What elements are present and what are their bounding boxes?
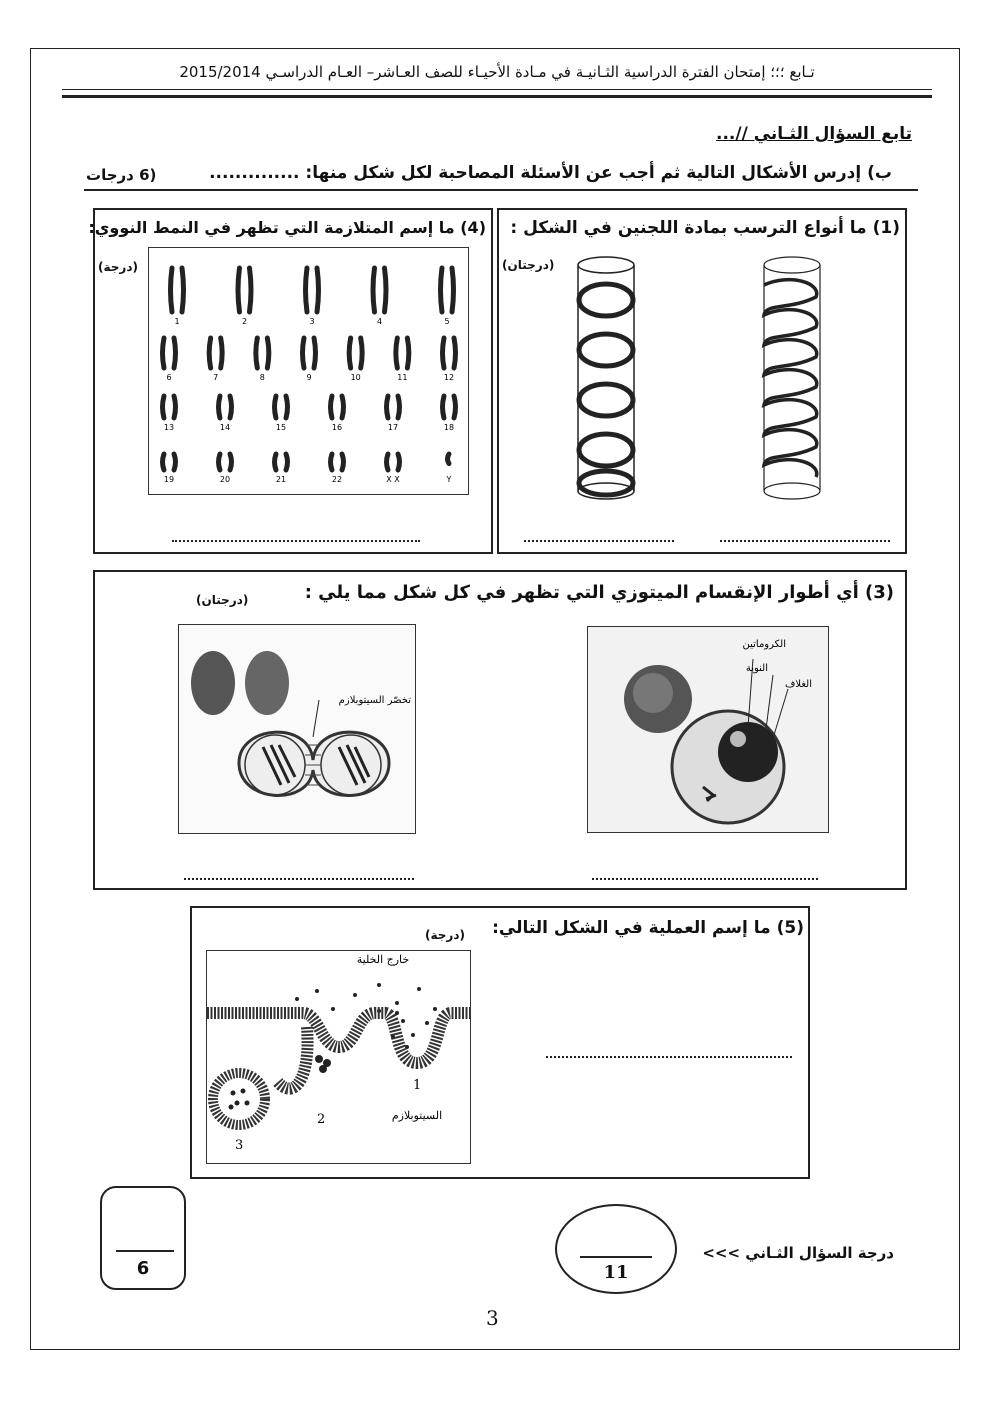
chromosome-14 bbox=[230, 396, 232, 418]
chromosome-9 bbox=[314, 338, 316, 368]
chromosome-7 bbox=[209, 338, 211, 368]
chromosome-label: 22 bbox=[331, 475, 343, 484]
chromosome-22 bbox=[342, 454, 344, 470]
q3-answer-line-left bbox=[184, 878, 414, 880]
vessel-ring bbox=[578, 257, 634, 499]
chromosome-19 bbox=[163, 454, 165, 470]
chromosome-21 bbox=[275, 454, 277, 470]
score-circle-rule bbox=[580, 1256, 652, 1258]
chromosome-label: Y bbox=[446, 475, 452, 484]
prophase-cell-drawing bbox=[588, 627, 828, 832]
chromosome-11 bbox=[396, 338, 398, 368]
chromosome-7 bbox=[221, 338, 223, 368]
q1-text: (1) ما أنواع الترسب بمادة اللجنين في الشكل : bbox=[510, 218, 900, 238]
header-rule-thin bbox=[62, 89, 932, 90]
exam-header: تـابع ؛؛؛ إمتحان الفترة الدراسية الثـانيـة في مـادة الأحيـاء للصف العـاشر– العـام الدراسـي 2015/2014 bbox=[179, 63, 815, 81]
lignin-vessels-figure bbox=[560, 255, 850, 503]
chromosome-label: 2 bbox=[241, 317, 248, 326]
endocytosis-drawing bbox=[207, 951, 470, 1163]
chromosome-label: 18 bbox=[443, 423, 455, 432]
label-num-1: 1 bbox=[413, 1078, 422, 1093]
chromosome-19 bbox=[174, 454, 176, 470]
chromosome-label: 14 bbox=[219, 423, 231, 432]
score-box-left-rule bbox=[116, 1250, 174, 1252]
chromosome-17 bbox=[387, 396, 389, 418]
chromosome-label: 12 bbox=[443, 373, 455, 382]
chromosome-5 bbox=[441, 268, 443, 312]
chromosome-label: 16 bbox=[331, 423, 343, 432]
chromosome-label: 15 bbox=[275, 423, 287, 432]
chromosome-15 bbox=[286, 396, 288, 418]
q5-answer-line bbox=[546, 1056, 792, 1058]
question-score-label: درجة السؤال الثـاني >>> bbox=[702, 1244, 894, 1262]
chromosome-10 bbox=[349, 338, 351, 368]
vessel-spiral bbox=[764, 257, 820, 499]
label-num-3: 3 bbox=[235, 1138, 244, 1153]
label-outside-cell: خارج الخلية bbox=[356, 953, 410, 966]
chromosome-label: 4 bbox=[376, 317, 383, 326]
karyotype-chromosomes bbox=[149, 248, 468, 494]
endocytosis-figure bbox=[206, 950, 471, 1164]
chromosome-8 bbox=[267, 338, 269, 368]
header-rule-thick bbox=[62, 95, 932, 98]
chromosome-6 bbox=[174, 338, 176, 368]
karyotype-figure bbox=[148, 247, 469, 495]
chromosome-label: 5 bbox=[444, 317, 450, 326]
chromosome-6 bbox=[163, 338, 165, 368]
q4-text: (4) ما إسم المتلازمة التي تظهر في النمط النووي: bbox=[88, 218, 486, 237]
chromosome-XX bbox=[387, 454, 389, 470]
chromosome-14 bbox=[219, 396, 221, 418]
label-num-2: 2 bbox=[317, 1112, 326, 1127]
score-left-value: 6 bbox=[136, 1258, 150, 1279]
chromosome-11 bbox=[407, 338, 409, 368]
chromosome-17 bbox=[398, 396, 400, 418]
chromosome-label: 1 bbox=[174, 317, 180, 326]
chromosome-16 bbox=[342, 396, 344, 418]
chromosome-22 bbox=[331, 454, 333, 470]
label-chromatin: الكروماتين bbox=[742, 639, 786, 650]
chromosome-label: 9 bbox=[306, 373, 312, 382]
telophase-figure bbox=[178, 624, 416, 834]
chromosome-13 bbox=[174, 396, 176, 418]
chromosome-1 bbox=[182, 268, 184, 312]
chromosome-13 bbox=[163, 396, 165, 418]
chromosome-3 bbox=[317, 268, 319, 312]
chromosome-5 bbox=[452, 268, 454, 312]
chromosome-16 bbox=[331, 396, 333, 418]
chromosome-2 bbox=[250, 268, 252, 312]
chromosome-10 bbox=[361, 338, 363, 368]
chromosome-8 bbox=[256, 338, 258, 368]
chromosome-label: 3 bbox=[309, 317, 315, 326]
q1-answer-line-left bbox=[524, 540, 674, 542]
label-cytoplasm-constriction: تخصّر السيتوبلازم bbox=[338, 695, 411, 706]
chromosome-label: 21 bbox=[275, 475, 287, 484]
label-cytoplasm: السيتوبلازم bbox=[391, 1109, 443, 1122]
q5-text: (5) ما إسم العملية في الشكل التالي: bbox=[492, 918, 804, 938]
chromosome-20 bbox=[230, 454, 232, 470]
chromosome-label: 6 bbox=[166, 373, 172, 382]
page-number: 3 bbox=[486, 1306, 499, 1330]
q3-text: (3) أي أطوار الإنقسام الميتوزي التي تظهر في كل شكل مما يلي : bbox=[304, 582, 894, 603]
section-total-marks: (6 درجات bbox=[86, 166, 157, 184]
chromosome-label: 11 bbox=[397, 373, 408, 382]
chromosome-label: 10 bbox=[350, 373, 361, 382]
section-instruction: ب) إدرس الأشكال التالية ثم أجب عن الأسئلة المصاحبة لكل شكل منها: .............. bbox=[209, 163, 892, 183]
label-envelope: الغلاف bbox=[785, 679, 812, 690]
chromosome-label: 20 bbox=[219, 475, 231, 484]
chromosome-3 bbox=[306, 268, 308, 312]
chromosome-18 bbox=[443, 396, 445, 418]
chromosome-9 bbox=[303, 338, 305, 368]
prophase-figure bbox=[587, 626, 829, 833]
instruction-underline bbox=[84, 189, 918, 191]
chromosome-label: 19 bbox=[163, 475, 175, 484]
score-circle-value: 11 bbox=[603, 1262, 629, 1283]
chromosome-label: 13 bbox=[163, 423, 175, 432]
chromosome-4 bbox=[385, 268, 387, 312]
chromosome-21 bbox=[286, 454, 288, 470]
chromosome-label: X X bbox=[386, 475, 400, 484]
chromosome-label: 7 bbox=[213, 373, 219, 382]
q5-marks: (درجة) bbox=[425, 928, 465, 942]
q4-answer-line bbox=[172, 540, 420, 542]
q3-answer-line-right bbox=[592, 878, 818, 880]
chromosome-label: 8 bbox=[259, 373, 265, 382]
q1-marks: (درجتان) bbox=[502, 258, 555, 272]
chromosome-18 bbox=[454, 396, 456, 418]
chromosome-12 bbox=[443, 338, 445, 368]
chromosome-12 bbox=[454, 338, 456, 368]
chromosome-4 bbox=[373, 268, 375, 312]
chromosome-2 bbox=[238, 268, 240, 312]
q1-answer-line-right bbox=[720, 540, 890, 542]
chromosome-Y bbox=[448, 454, 450, 464]
chromosome-20 bbox=[219, 454, 221, 470]
label-nucleolus: النوية bbox=[745, 663, 768, 674]
chromosome-15 bbox=[275, 396, 277, 418]
chromosome-label: 17 bbox=[387, 423, 399, 432]
q4-marks: (درجة) bbox=[98, 260, 138, 274]
section-continuation: تابع السؤال الثـاني //... bbox=[716, 124, 912, 144]
chromosome-XX bbox=[398, 454, 400, 470]
chromosome-1 bbox=[171, 268, 173, 312]
telophase-cell-drawing bbox=[179, 625, 415, 833]
q3-marks: (درجتان) bbox=[196, 593, 249, 607]
